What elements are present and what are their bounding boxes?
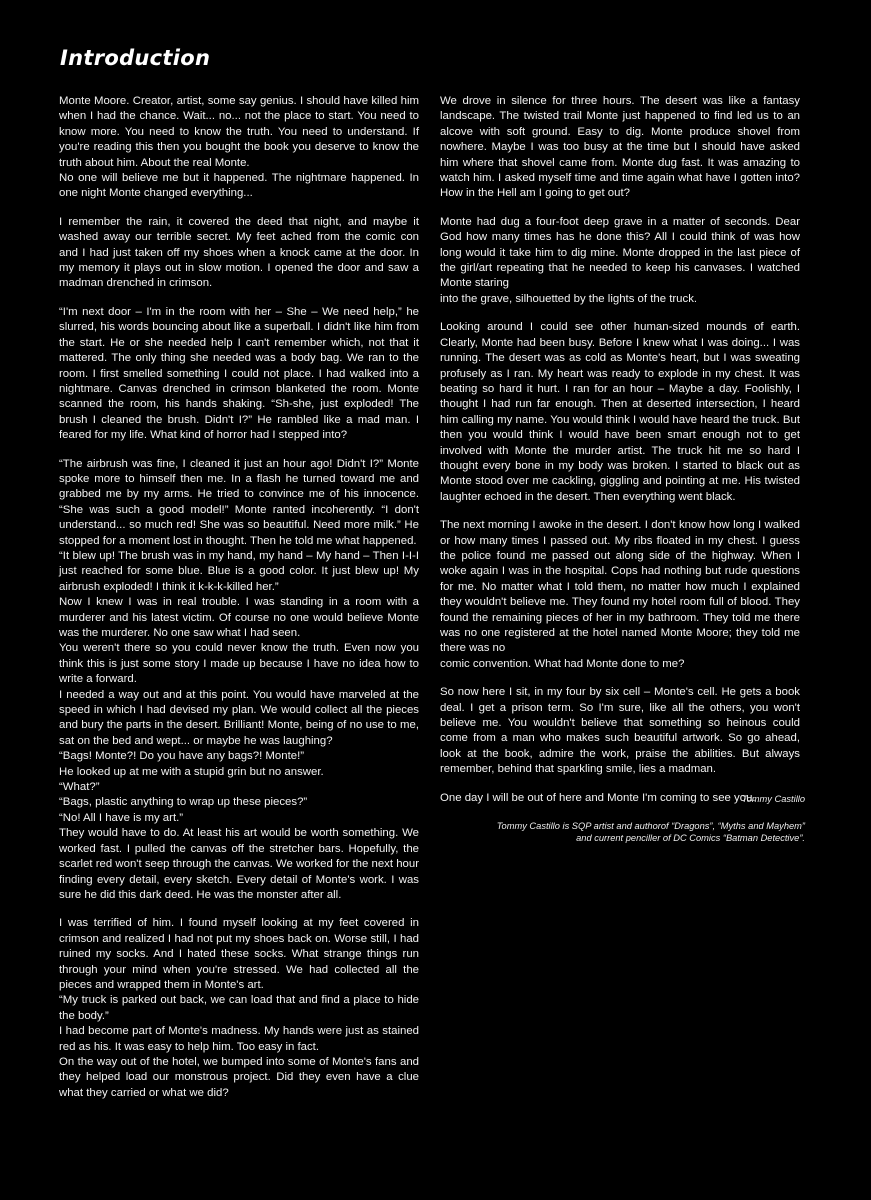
paragraph: I was terrified of him. I found myself looking at my feet covered in crimson and realized I had not put my shoes back on. Worse still, I had ruined my socks. And I hated these socks. What strange things run through your mind when you're stressed. We had collected all the pieces and wrapped them in Monte's art. “My truck is parked out back, we can load that and find a place to hide the body.” I had become part of Monte's madness. My hands were just as stained red as his. It was easy to help him. Too easy in fact. On the way out of the hotel, we bumped into some of Monte's fans and they helped load our monstrous project. Did they even have a clue what they carried or what we did?: [59, 917, 419, 1099]
author-credits: [425, 793, 805, 859]
paragraph: I remember the rain, it covered the deed that night, and maybe it washed away our terrible secret. My feet ached from the comic con and I had just taken off my shoes when a knock came at the door. In my memory it plays out in slow motion. I opened the door and saw a madman drenched in crimson.: [59, 215, 419, 290]
paragraph: “I'm next door – I'm in the room with her – She – We need help,” he slurred, his words bouncing about like a superball. I didn't like him from the start. He or she needed help I can't remember which, not that it mattered. The only thing she needed was a body bag. We ran to the room. I first smelled something I could not place. I had walked into a nightmare. Canvas drenched in crimson blanketed the room. Monte scanned the room, his hands shaking. “Sh-she, just exploded! The brush I cleaned the brush. Didn't I?” He rambled like a mad man. I feared for my life. What kind of horror had I stepped into?: [59, 305, 419, 442]
author-signature: Tommy Castillo: [741, 794, 805, 804]
paragraph: So now here I sit, in my four by six cell – Monte's cell. He gets a book deal. I get a prison term. So I'm sure, like all the others, you won't believe me. You wouldn't believe that something so heinous could come from a man who makes such beautiful artwork. So go ahead, look at the book, admire the work, praise the abilities. But always remember, behind that sparkling smile, lies a madman.: [440, 686, 800, 776]
paragraph: The next morning I awoke in the desert. I don't know how long I walked or how many times I passed out. My ribs floated in my chest. I guess the police found me passed out along side of the highway. When I woke again I was in the hospital. Cops had nothing but rude questions for me. No matter what I told them, no matter how much I explained they wouldn't believe me. They found my hotel room full of blood. They found the remaining pieces of her in my bathroom. They told me there was no one registered at the hotel named Monte Moore; they told me there was no comic convention. What had Monte done to me?: [440, 519, 800, 670]
author-bio: Tommy Castillo is SQP artist and authorof “Dragons”, “Myths and Mayhem” and current penciller of DC Comics “Batman Detective”.: [496, 820, 805, 844]
paragraph: Monte Moore. Creator, artist, some say genius. I should have killed him when I had the chance. Wait... no... not the place to start. You need to know more. You need to know the truth. You need to understand. If you're reading this then you bought the book you deserve to know the truth about him. About the real Monte. No one will believe me but it happened. The nightmare happened. In one night Monte changed everything...: [59, 95, 419, 200]
paragraph: We drove in silence for three hours. The desert was like a fantasy landscape. The twisted trail Monte just happened to find led us to an alcove with soft ground. Easy to dig. Monte produce shovel from nowhere. Maybe I was too busy at the time but I should have asked him where that shovel came from. Monte dug fast. It was amazing to watch him. I asked myself time and time again what have I gotten into? How in the Hell am I going to get out?: [440, 95, 800, 200]
left-column: [59, 94, 419, 1114]
paragraph: “The airbrush was fine, I cleaned it just an hour ago! Didn't I?” Monte spoke more to himself then me. In a flash he turned toward me and grabbed me by my arms. He tried to convince me of his innocence. “She was such a good model!” Monte ranted incoherently. “I don't understand... so much red! She was so beautiful. Need more milk.” He stopped for a moment lost in thought. Then he told me what happened. “It blew up! The brush was in my hand, my hand – My hand – Then I-I-I just reached for some blue. Blue is a good color. It just blew up! My airbrush exploded! I think it k-k-k-killed her.” Now I knew I was in real trouble. I was standing in a room with a murderer and his latest victim. Of course no one would believe Monte was the murderer. No one saw what I had seen. You weren't there so you could never know the truth. Even now you think this is just some story I made up because I have no idea how to write a forward. I needed a way out and at this point. You would have marveled at the speed in which I had devised my plan. We would collect all the pieces and bury the parts in the desert. Brilliant! Monte, being of no use to me, sat on the bed and wept... or maybe he was laughing? “Bags! Monte?! Do you have any bags?! Monte!” He looked up at me with a stupid grin but no answer. “What?” “Bags, plastic anything to wrap up these pieces?” “No! All I have is my art.” They would have to do. At least his art would be worth something. We worked fast. I pulled the canvas off the stretcher bars. Hopefully, the scarlet red won't seep through the canvas. We worked for the next hour finding every detail, every sketch. Every detail of Monte's work. I was sure he did this dark deed. He was the monster after all.: [59, 457, 419, 901]
paragraph: Monte had dug a four-foot deep grave in a matter of seconds. Dear God how many times has he done this? All I could think of was how long would it take him to dig mine. Monte dropped in the last piece of the girl/art repeating that he needed to keep his canvases. I watched Monte staring into the grave, silhouetted by the lights of the truck.: [440, 215, 800, 305]
page-title: Introduction: [60, 46, 211, 70]
right-column: [440, 94, 800, 819]
paragraph: Looking around I could see other human-sized mounds of earth. Clearly, Monte had been busy. Before I knew what I was doing... I was running. The desert was as cold as Monte's heart, but I was sweating profusely as I ran. My heart was ready to explode in my chest. It was beating so hard it hurt. I ran for an hour – Maybe a day. Foolishly, I thought I had run far enough. Then at deserted intersection, I heard him calling my name. You would think I would have heard the truck. But then you would think I would have been smart enough not to get involved with Monte the murder artist. The truck hit me so hard I thought every bone in my body was broken. I started to black out as Monte stood over me cackling, giggling and pointing at me. His twisted laughter echoed in the desert. Then everything went black.: [440, 321, 800, 503]
paragraph: One day I will be out of here and Monte I'm coming to see you.: [440, 791, 756, 804]
